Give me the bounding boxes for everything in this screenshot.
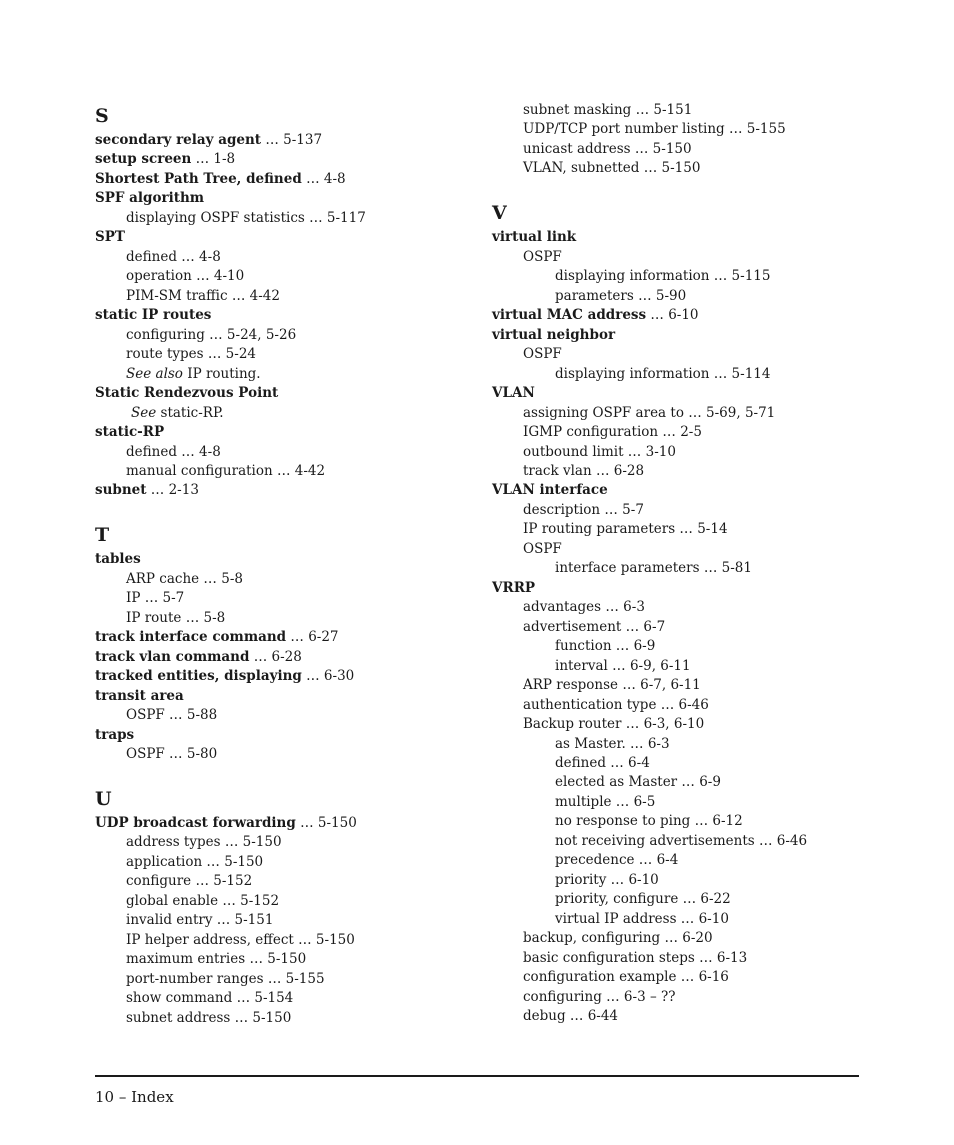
index-subentry: configuration example … 6-16	[523, 969, 729, 986]
index-term: transit area	[95, 687, 184, 704]
index-subentry: advertisement … 6-7	[523, 618, 666, 635]
index-subentry: defined … 4-8	[126, 443, 221, 460]
index-subentry: OSPF … 5-80	[126, 746, 218, 763]
page-ref: … 6-10	[646, 307, 699, 324]
index-subentry: debug … 6-44	[523, 1008, 619, 1025]
index-term: track vlan command	[95, 648, 250, 665]
index-subentry: configure … 5-152	[126, 873, 253, 890]
index-subentry: configuring … 6-3 – ??	[523, 988, 676, 1005]
index-subentry: OSPF	[523, 540, 562, 557]
index-subentry: address types … 5-150	[126, 834, 282, 851]
index-subentry: OSPF … 5-88	[126, 707, 218, 724]
see-target: IP routing.	[182, 365, 261, 382]
index-term: static-RP	[95, 424, 165, 441]
letter-gap	[492, 179, 892, 198]
index-subentry: UDP/TCP port number listing … 5-155	[523, 121, 786, 138]
index-term: VLAN interface	[492, 482, 608, 499]
index-column-left	[95, 101, 475, 1028]
index-subentry: port-number ranges … 5-155	[126, 970, 325, 987]
page-ref: … 4-8	[301, 170, 346, 187]
index-subentry: authentication type … 6-46	[523, 696, 709, 713]
index-subentry: backup, configuring … 6-20	[523, 930, 713, 947]
index-subentry: Backup router … 6-3, 6-10	[523, 716, 705, 733]
index-column-right	[492, 101, 892, 1027]
index-entry	[95, 150, 475, 169]
index-term: VLAN	[492, 385, 535, 402]
index-term: tracked entities, displaying	[95, 668, 302, 685]
index-entry	[95, 814, 475, 833]
index-term: virtual MAC address	[492, 307, 647, 324]
index-subentry: displaying OSPF statistics … 5-117	[126, 209, 366, 226]
index-subentry: advantages … 6-3	[523, 599, 645, 616]
letter-gap	[95, 501, 475, 520]
letter-gap	[95, 765, 475, 784]
index-term: virtual link	[492, 229, 577, 246]
index-subentry: PIM-SM traffic … 4-42	[126, 287, 280, 304]
index-subentry: outbound limit … 3-10	[523, 443, 676, 460]
index-entry	[492, 228, 892, 247]
index-subentry: ARP cache … 5-8	[126, 570, 243, 587]
index-term: secondary relay agent	[95, 132, 262, 148]
index-subentry: description … 5-7	[523, 501, 644, 518]
index-subsubentry: priority … 6-10	[555, 871, 659, 888]
index-subentry: ARP response … 6-7, 6-11	[523, 677, 701, 694]
index-subentry: IGMP configuration … 2-5	[523, 424, 702, 441]
page-ref: … 1-8	[191, 151, 236, 168]
index-entry	[492, 306, 892, 325]
index-subsubentry: as Master. … 6-3	[555, 735, 670, 752]
index-subentry: subnet address … 5-150	[126, 1009, 292, 1026]
index-term: Shortest Path Tree, defined	[95, 170, 302, 187]
index-entry	[95, 481, 475, 500]
index-term: track interface command	[95, 629, 287, 646]
index-term: traps	[95, 726, 135, 743]
letter-heading: S	[95, 105, 109, 127]
index-subentry: assigning OSPF area to … 5-69, 5-71	[523, 404, 776, 421]
index-subentry: IP … 5-7	[126, 590, 185, 607]
index-subentry: IP routing parameters … 5-14	[523, 521, 728, 538]
see-label: See also	[126, 365, 183, 382]
index-subentry: IP route … 5-8	[126, 609, 226, 626]
index-subsubentry: displaying information … 5-115	[555, 268, 771, 285]
index-subentry: subnet masking … 5-151	[523, 102, 693, 118]
index-subsubentry: precedence … 6-4	[555, 852, 679, 869]
index-subentry: manual configuration … 4-42	[126, 462, 326, 479]
page-footer: 10 – Index	[95, 1088, 174, 1106]
index-term: setup screen	[95, 151, 192, 168]
index-subsubentry: defined … 6-4	[555, 755, 650, 771]
see-label: See	[131, 404, 157, 421]
page-ref: … 6-30	[301, 668, 355, 685]
index-subentry: OSPF	[523, 248, 562, 265]
letter-heading: U	[95, 788, 112, 810]
index-subentry: VLAN, subnetted … 5-150	[523, 160, 701, 177]
index-subentry: maximum entries … 5-150	[126, 951, 307, 968]
index-subentry: route types … 5-24	[126, 346, 257, 363]
index-subsubentry: function … 6-9	[555, 638, 656, 655]
footer-rule	[95, 1075, 859, 1077]
index-subsubentry: displaying information … 5-114	[555, 365, 771, 382]
index-entry	[95, 423, 475, 442]
index-entry	[95, 170, 475, 189]
page-ref: … 6-27	[286, 629, 339, 646]
index-subsubentry: priority, configure … 6-22	[555, 891, 731, 908]
index-subentry: basic configuration steps … 6-13	[523, 949, 748, 966]
index-entry	[492, 384, 892, 403]
index-entry	[492, 481, 892, 500]
index-entry	[95, 667, 475, 686]
index-term: VRRP	[492, 579, 536, 596]
index-term: tables	[95, 551, 141, 568]
index-term: SPT	[95, 229, 125, 246]
index-subsubentry: parameters … 5-90	[555, 287, 687, 304]
index-entry	[492, 326, 892, 345]
index-subentry: OSPF	[523, 346, 562, 363]
page-ref: … 2-13	[146, 482, 199, 499]
index-entry	[95, 648, 475, 667]
index-term: UDP broadcast forwarding	[95, 815, 296, 831]
see-reference	[95, 365, 475, 384]
index-subsubentry: not receiving advertisements … 6-46	[555, 832, 808, 849]
index-entry	[95, 628, 475, 647]
see-reference	[95, 404, 475, 423]
index-term: static IP routes	[95, 307, 212, 324]
index-entry	[95, 306, 475, 325]
index-subentry: track vlan … 6-28	[523, 462, 645, 479]
index-entry	[95, 550, 475, 569]
page-ref: … 5-137	[261, 132, 323, 148]
index-entry	[95, 131, 475, 150]
index-subentry: IP helper address, effect … 5-150	[126, 931, 355, 948]
index-subentry: invalid entry … 5-151	[126, 912, 274, 929]
index-term: subnet	[95, 482, 147, 499]
index-subsubentry: elected as Master … 6-9	[555, 774, 721, 791]
index-subsubentry: no response to ping … 6-12	[555, 813, 743, 830]
index-term: Static Rendezvous Point	[95, 385, 279, 402]
index-entry	[492, 579, 892, 598]
index-entry	[95, 687, 475, 706]
index-subsubentry: interface parameters … 5-81	[555, 560, 752, 577]
index-subsubentry: multiple … 6-5	[555, 793, 656, 810]
index-subentry: application … 5-150	[126, 853, 264, 870]
index-subentry: global enable … 5-152	[126, 892, 280, 909]
index-term: SPF algorithm	[95, 190, 205, 207]
index-subsubentry: virtual IP address … 6-10	[555, 910, 729, 927]
letter-heading: T	[95, 524, 110, 547]
index-subentry: configuring … 5-24, 5-26	[126, 326, 297, 343]
index-subsubentry: interval … 6-9, 6-11	[555, 657, 691, 674]
page-ref: … 5-150	[295, 815, 357, 831]
index-subentry: show command … 5-154	[126, 990, 294, 1007]
index-subentry: operation … 4-10	[126, 268, 245, 285]
index-subentry: defined … 4-8	[126, 248, 221, 265]
page-ref: … 6-28	[249, 648, 302, 665]
index-entry	[95, 384, 475, 403]
index-entry	[95, 228, 475, 247]
index-entry	[95, 189, 475, 208]
index-term: virtual neighbor	[492, 326, 616, 343]
letter-heading: V	[492, 202, 507, 225]
index-entry	[95, 726, 475, 745]
index-subentry: unicast address … 5-150	[523, 140, 692, 157]
see-target: static-RP.	[156, 404, 224, 421]
